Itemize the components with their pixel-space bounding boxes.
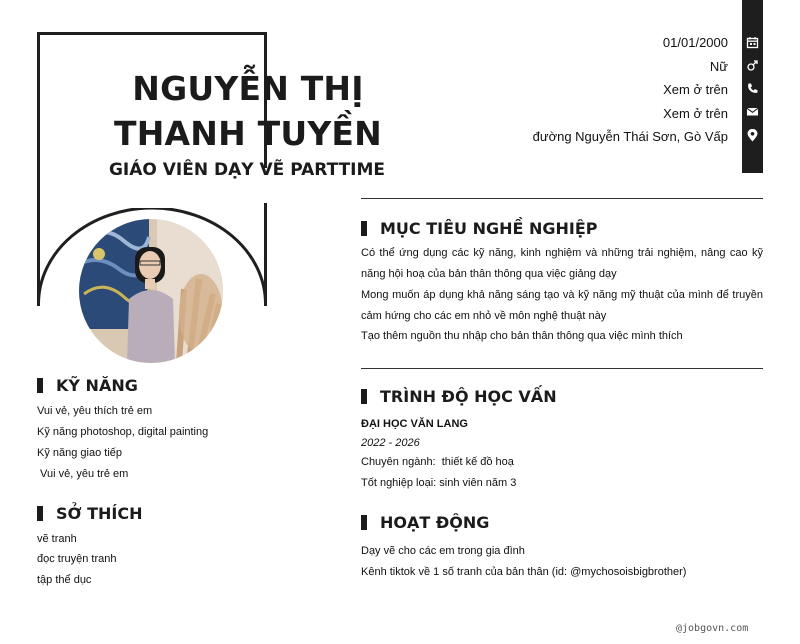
skill-item: Kỹ năng giao tiếp bbox=[37, 447, 123, 459]
gender: Nữ bbox=[709, 58, 728, 74]
section-marker bbox=[361, 389, 367, 404]
objective-title-text: MỤC TIÊU NGHỀ NGHIỆP bbox=[380, 219, 598, 238]
watermark: @jobgovn.com bbox=[676, 623, 749, 634]
activity-item: Dạy vẽ cho các em trong gia đình bbox=[361, 545, 525, 557]
activity-item: Kênh tiktok về 1 số tranh của bản thân (id: @mychosoisbigbrother) bbox=[361, 566, 687, 578]
candidate-name: NGUYỄN THỊ THANH TUYỀN bbox=[114, 69, 382, 153]
section-marker bbox=[37, 506, 43, 521]
job-title: GIÁO VIÊN DẠY VẼ PARTTIME bbox=[108, 160, 386, 180]
phone-icon bbox=[746, 82, 759, 95]
school-name: ĐẠI HỌC VĂN LANG bbox=[361, 418, 468, 430]
objective-paragraph: Có thể ứng dụng các kỹ năng, kinh nghiệm và những trải nghiệm, nâng cao kỹ năng hội hoạ của bản thân thông qua việc giảng dạy bbox=[361, 247, 763, 280]
skills-title-text: KỸ NĂNG bbox=[56, 376, 138, 395]
birthday: 01/01/2000 bbox=[662, 35, 728, 50]
contact-info bbox=[533, 33, 728, 151]
contact-icon-bar bbox=[742, 0, 763, 173]
section-marker bbox=[361, 221, 367, 236]
hobby-item: vẽ tranh bbox=[37, 533, 77, 545]
objective-paragraph: Tạo thêm nguồn thu nhập cho bản thân thông qua việc mình thích bbox=[361, 330, 683, 342]
phone: Xem ở trên bbox=[663, 82, 728, 97]
section-marker bbox=[361, 515, 367, 530]
email-icon bbox=[746, 105, 759, 118]
major: Chuyên ngành: thiết kế đồ hoạ bbox=[361, 456, 514, 468]
hobbies-title-text: SỞ THÍCH bbox=[56, 504, 143, 523]
objective-paragraph: Mong muốn áp dụng khả năng sáng tạo và kỹ năng mỹ thuật của mình để truyền cảm hứng cho các em nhỏ về môn nghệ thuật này bbox=[361, 289, 763, 322]
education-title-text: TRÌNH ĐỘ HỌC VẤN bbox=[380, 387, 557, 406]
activities-title bbox=[361, 513, 489, 532]
skills-title bbox=[37, 376, 138, 395]
activities-title-text: HOẠT ĐỘNG bbox=[380, 513, 490, 532]
hobby-item: tập thể dục bbox=[37, 574, 92, 586]
email: Xem ở trên bbox=[663, 105, 728, 121]
hobbies-title bbox=[37, 504, 142, 523]
skill-item: Kỹ năng photoshop, digital painting bbox=[37, 426, 209, 438]
calendar-icon bbox=[746, 36, 759, 49]
education-title bbox=[361, 387, 557, 406]
hobby-item: đọc truyện tranh bbox=[37, 553, 117, 565]
skill-item: Vui vẻ, yêu trẻ em bbox=[37, 468, 129, 480]
gender-icon bbox=[746, 59, 759, 72]
objective-title bbox=[361, 219, 598, 238]
skill-item: Vui vẻ, yêu thích trẻ em bbox=[37, 405, 153, 417]
divider bbox=[361, 368, 763, 369]
study-period: 2022 - 2026 bbox=[361, 437, 420, 449]
address: đường Nguyễn Thái Sơn, Gò Vấp bbox=[532, 129, 728, 144]
grade: Tốt nghiệp loại: sinh viên năm 3 bbox=[361, 477, 517, 489]
divider bbox=[361, 198, 763, 199]
location-icon bbox=[746, 129, 759, 142]
section-marker bbox=[37, 378, 43, 393]
avatar bbox=[79, 219, 223, 363]
